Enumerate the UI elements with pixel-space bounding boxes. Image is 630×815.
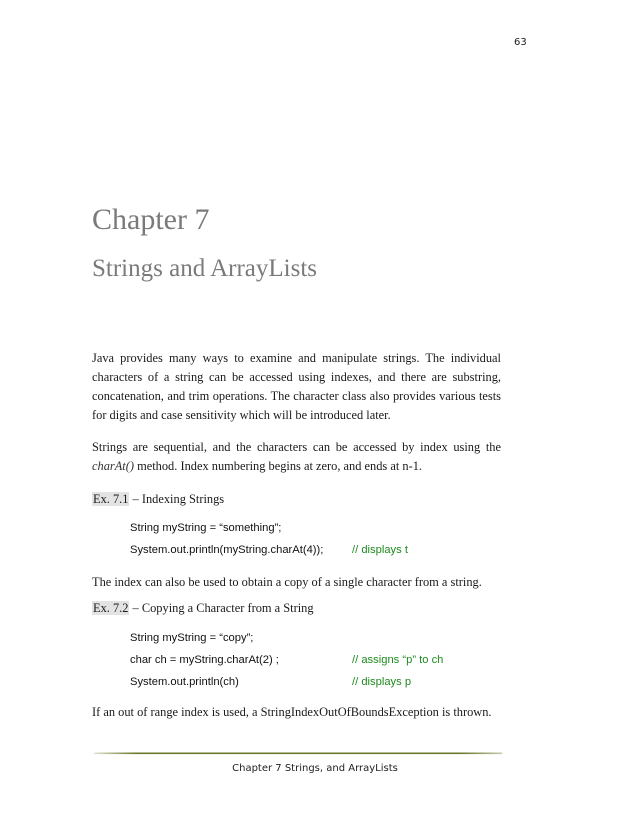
code-line [130, 542, 510, 564]
code-text: System.out.println(ch) [130, 676, 239, 688]
out-of-range-paragraph: If an out of range index is used, a StringIndexOutOfBoundsException is thrown. [92, 705, 492, 719]
code-comment: // displays p [352, 676, 412, 688]
code-block [130, 630, 510, 696]
code-text: char ch = myString.charAt(2) ; [130, 654, 279, 666]
code-text: String myString = “something”; [130, 522, 282, 534]
charat-method-name: charAt() [92, 459, 134, 473]
code-comment: // displays t [352, 544, 408, 556]
example-title: – Copying a Character from a String [129, 601, 314, 615]
indexing-text-after: method. Index numbering begins at zero, and ends at n-1. [133, 459, 422, 473]
indexing-text-before: Strings are sequential, and the characters can be accessed by index using the [92, 440, 501, 454]
copy-char-paragraph: The index can also be used to obtain a copy of a single character from a string. [92, 575, 482, 589]
code-text: System.out.println(myString.charAt(4)); [130, 544, 324, 556]
example-number: Ex. 7.2 [93, 601, 129, 615]
code-line [130, 652, 510, 674]
code-line [130, 520, 510, 542]
chapter-title: Strings and ArrayLists [92, 255, 317, 282]
chapter-label: Chapter 7 [92, 203, 210, 236]
example-heading [92, 492, 224, 507]
example-heading [92, 601, 314, 616]
example-title: – Indexing Strings [129, 492, 225, 506]
footer-rule [94, 752, 502, 755]
indexing-paragraph [92, 438, 501, 476]
intro-paragraph: Java provides many ways to examine and manipulate strings. The individual characters of a string can be accessed using indexes, and there are substring, concatenation, and trim operations. The character class also provides various tests for digits and case sensitivity which will be introduced later. [92, 351, 501, 422]
page-number: 63 [514, 37, 527, 48]
example-number: Ex. 7.1 [93, 492, 129, 506]
code-block [130, 520, 510, 564]
code-line [130, 630, 510, 652]
code-line [130, 674, 510, 696]
footer-text: Chapter 7 Strings, and ArrayLists [232, 763, 398, 774]
code-text: String myString = “copy”; [130, 632, 254, 644]
code-comment: // assigns “p” to ch [352, 654, 444, 666]
